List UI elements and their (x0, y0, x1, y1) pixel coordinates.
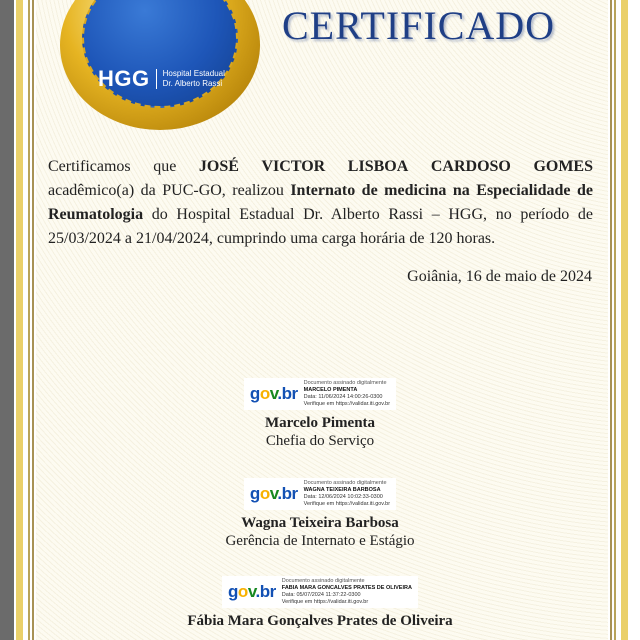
signature-block-3 (0, 576, 640, 630)
recipient-name-word: GOMES (533, 158, 593, 175)
govbr-logo-icon: gov.br (249, 384, 298, 403)
govbr-logo-icon: gov.br (249, 484, 298, 503)
govbr-logo-icon: gov.br (228, 582, 276, 601)
logo-line-1: Hospital Estadual (162, 69, 225, 78)
recipient-name-word: LISBOA (347, 158, 409, 175)
signature-block-1 (0, 378, 640, 450)
body-text-part-2: do Hospital Estadual Dr. Alberto Rassi – HGG, no período de 25/03/2024 a 21/04/2024, cumprindo uma carga horária de 120 horas. (48, 206, 593, 247)
intro-word: Certificamos (48, 158, 131, 175)
signer-name: Fábia Mara Gonçalves Prates de Oliveira (187, 613, 453, 629)
signer-role: Gerência de Internato e Estágio (225, 533, 415, 549)
signature-block-2 (0, 478, 640, 550)
certificate-title: CERTIFICADO (282, 3, 556, 48)
recipient-name-word: JOSÉ (198, 158, 239, 175)
body-text-part-1: acadêmico(a) da PUC-GO, realizou (48, 182, 291, 199)
logo-line-2: Dr. Alberto Rassi (162, 79, 223, 88)
name-line (48, 155, 593, 179)
program-name: Internato de medicina na Especialidade de Reumatologia (48, 182, 594, 223)
govbr-stamp (244, 478, 396, 510)
logo-abbr: HGG (98, 66, 150, 91)
govbr-stamp (222, 576, 418, 608)
certificate-body (48, 155, 593, 251)
signer-role: Chefia do Serviço (265, 433, 375, 449)
que-word: que (153, 158, 177, 175)
place-date: Goiânia, 16 de maio de 2024 (407, 268, 592, 285)
stamp-text: Documento assinado digitalmente MARCELO PIMENTA Data: 11/06/2024 14:00:26-0300 Verifique em https://validar.iti.gov.br (303, 380, 391, 407)
signer-name: Wagna Teixeira Barbosa (241, 515, 399, 531)
stamp-text: Documento assinado digitalmente WAGNA TEIXEIRA BARBOSA Data: 12/06/2024 10:02:33-0300 Verifique em https://validar.iti.gov.br (303, 480, 391, 507)
recipient-name-word: VICTOR (261, 158, 326, 175)
hgg-logo (98, 66, 298, 92)
recipient-name-word: CARDOSO (430, 158, 511, 175)
govbr-stamp (244, 378, 396, 410)
stamp-text: Documento assinado digitalmente FABIA MARA GONCALVES PRATES DE OLIVEIRA Data: 05/07/2024 11:37:22-0300 Verifique em https://validar.iti.gov.br (281, 578, 412, 605)
logo-divider (156, 69, 157, 89)
logo-subtitle (163, 69, 225, 89)
signer-name: Marcelo Pimenta (264, 415, 376, 431)
hgg-seal (60, 0, 260, 130)
